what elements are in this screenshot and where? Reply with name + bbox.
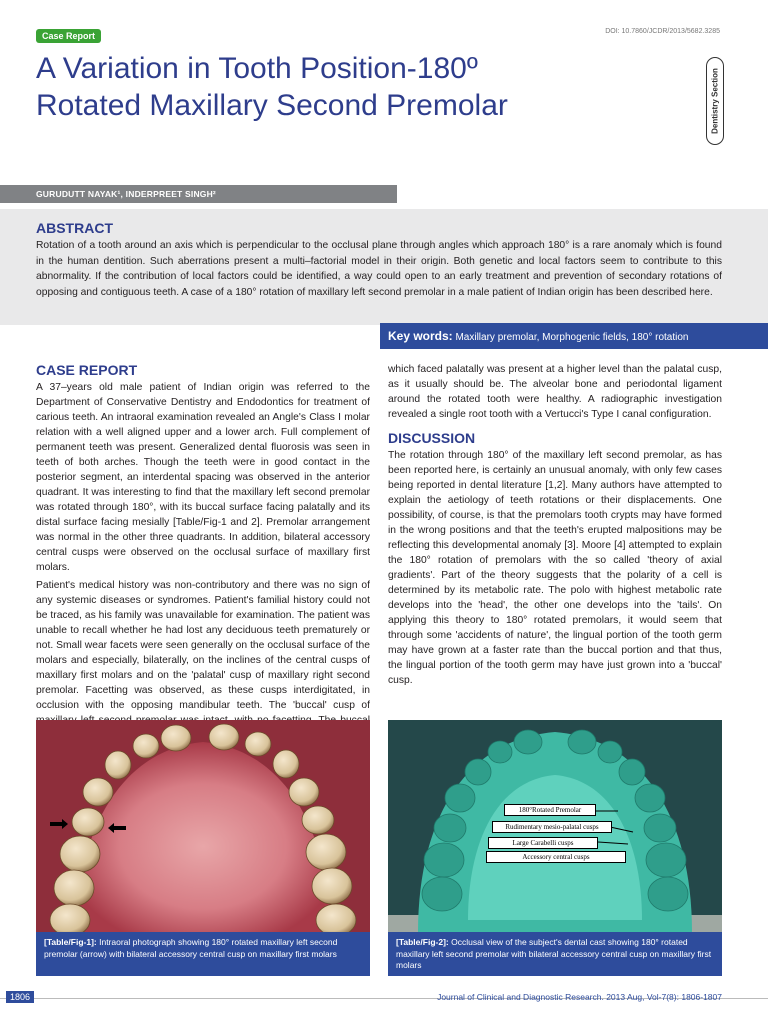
figure-1-label: [Table/Fig-1]: — [44, 937, 97, 947]
keywords-bar — [380, 323, 768, 349]
article-title — [36, 50, 656, 124]
annotation-accessory-central-cusps: Accessory central cusps — [486, 851, 626, 863]
authors-bar — [0, 185, 397, 203]
right-column — [388, 362, 722, 691]
figure-2-dental-cast — [388, 720, 722, 932]
case-report-continuation: which faced palatally was present at a higher level than the palatal cusp, as it usually should be. The alveolar bone and periodontal ligament around the rotated tooth were healthy. A radiographic investigation revealed a single root tooth with a Vertucci's Type I canal configuration. — [388, 364, 722, 420]
case-report-paragraph-1: A 37–years old male patient of Indian origin was referred to the Department of Conservative Dentistry and Endodontics for treatment of carious teeth. An intraoral examination revealed an Angle's Class I molar relation with a well aligned upper and a lower arch. Full complement of permanent teeth was present. Generalized dental fluorosis was seen in teeth of both arches. Though the teeth were in good contact in the posterior segment, an interdental spacing was observed in the anterior quadrant. It was interesting to find that the maxillary left second premolar was rotated through 180°, with its buccal surface facing palatally and its distal surface facing mesially [Table/Fig-1 and 2]. Premolar arrangement was normal in the other three quadrants. In addition, bilateral accessory central cusps were observed on the occlusal surface of maxillary first molars. — [36, 382, 370, 573]
article-type-badge: Case Report — [36, 29, 101, 43]
figure-1-caption — [36, 932, 370, 976]
section-tab — [706, 57, 724, 145]
journal-citation: Journal of Clinical and Diagnostic Research. 2013 Aug, Vol-7(8): 1806-1807 — [437, 992, 722, 1002]
page-number: 1806 — [6, 991, 34, 1003]
case-report-heading: CASE REPORT — [36, 362, 138, 378]
abstract-text: Rotation of a tooth around an axis which is perpendicular to the occlusal plane through angles which approach 180° is a rare anomaly which is found in the human dentition. Such aberrations present a multi–factorial model in their origin. Both genetic and local factors seem to contribute to this abnormality. If the contribution of local factors could be identified, a way could open to an early treatment and prevention of secondary rotations of opposing and contiguous teeth. A case of a 180° rotation of maxillary left second premolar in a male patient of Indian origin has been described here. — [36, 240, 722, 298]
figure-1-caption-text: Intraoral photograph showing 180° rotated maxillary left second premolar (arrow) with bilateral accessory central cusp on maxillary first molars — [44, 937, 338, 959]
left-column — [36, 362, 370, 746]
figure-2-caption — [388, 932, 722, 976]
title-line-2: Rotated Maxillary Second Premolar — [36, 89, 508, 122]
case-report-paragraph-2: Patient's medical history was non-contributory and there was no sign of any systemic diseases or syndromes. Patient's familial history could not be traced, as his family was unavailable for examination. The patient was unable to recall whether he had lost any deciduous teeth prematurely or not. Small wear facets were seen generally on the occlusal surface of the molars and especially, bilaterally, on the inclines of the central cusps of maxillary first molars and on the 'palatal' cusp of maxillary right second premolar. Facetting was observed, as these cusps interdigitated, in occlusion with the opposing mandibular teeth. The 'buccal' cusp of — [36, 580, 370, 711]
section-label: Dentistry Section — [710, 68, 720, 134]
discussion-heading: DISCUSSION — [388, 430, 476, 446]
annotation-rotated-premolar: 180°Rotated Premolar — [504, 804, 596, 816]
keywords-label: Key words: — [388, 329, 453, 343]
figure-1-intraoral-photo — [36, 720, 370, 932]
keywords-text: Maxillary premolar, Morphogenic fields, 180° rotation — [455, 332, 689, 343]
annotation-carabelli-cusps: Large Carabelli cusps — [488, 837, 598, 849]
figure-2-caption-text: Occlusal view of the subject's dental cast showing 180° rotated maxillary left second premolar with bilateral accessory central cusp on maxillary first molars — [396, 937, 712, 970]
doi-text: DOI: 10.7860/JCDR/2013/5682.3285 — [605, 28, 720, 35]
title-line-1: A Variation in Tooth Position-180º — [36, 52, 478, 85]
authors-text: GURUDUTT NAYAK¹, INDERPREET SINGH² — [36, 189, 216, 199]
discussion-paragraph: The rotation through 180° of the maxillary left second premolar, as has been reported here, is certainly an unusual anomaly, with only few cases being reported in dental literature [1,2]. Many authors have attempted to explain the aetiology of teeth rotations or their displacements. One possibility, of course, is that the premolars tooth crypts may have formed in the wrong positions and that the teeth's erupted malpositions may be reflecting this developmental anomaly [3]. Moore [4] attempted to explain the 180° rotation of premolars with the so called 'theory of axial gradients'. Part of the theory suggests that the polarity of a cell is determined by its metabolic rate. The polo with highest metabolic rate develops into the 'head', the other one develops into the 'tails'. On applying this theory to 180° rotated premolars, it would seem that through some 'accidents of nature', the lingual portion of the tooth germ may have grown at a faster rate than the buccal portion and that thus, the lingual portion of the tooth germ may have just grown into a 'buccal' cusp. — [388, 450, 722, 686]
figure-1-drawing — [36, 720, 370, 932]
figure-2-label: [Table/Fig-2]: — [396, 937, 449, 947]
annotation-mesio-palatal-cusps: Rudimentary mesio-palatal cusps — [492, 821, 612, 833]
abstract-heading: ABSTRACT — [36, 220, 113, 236]
